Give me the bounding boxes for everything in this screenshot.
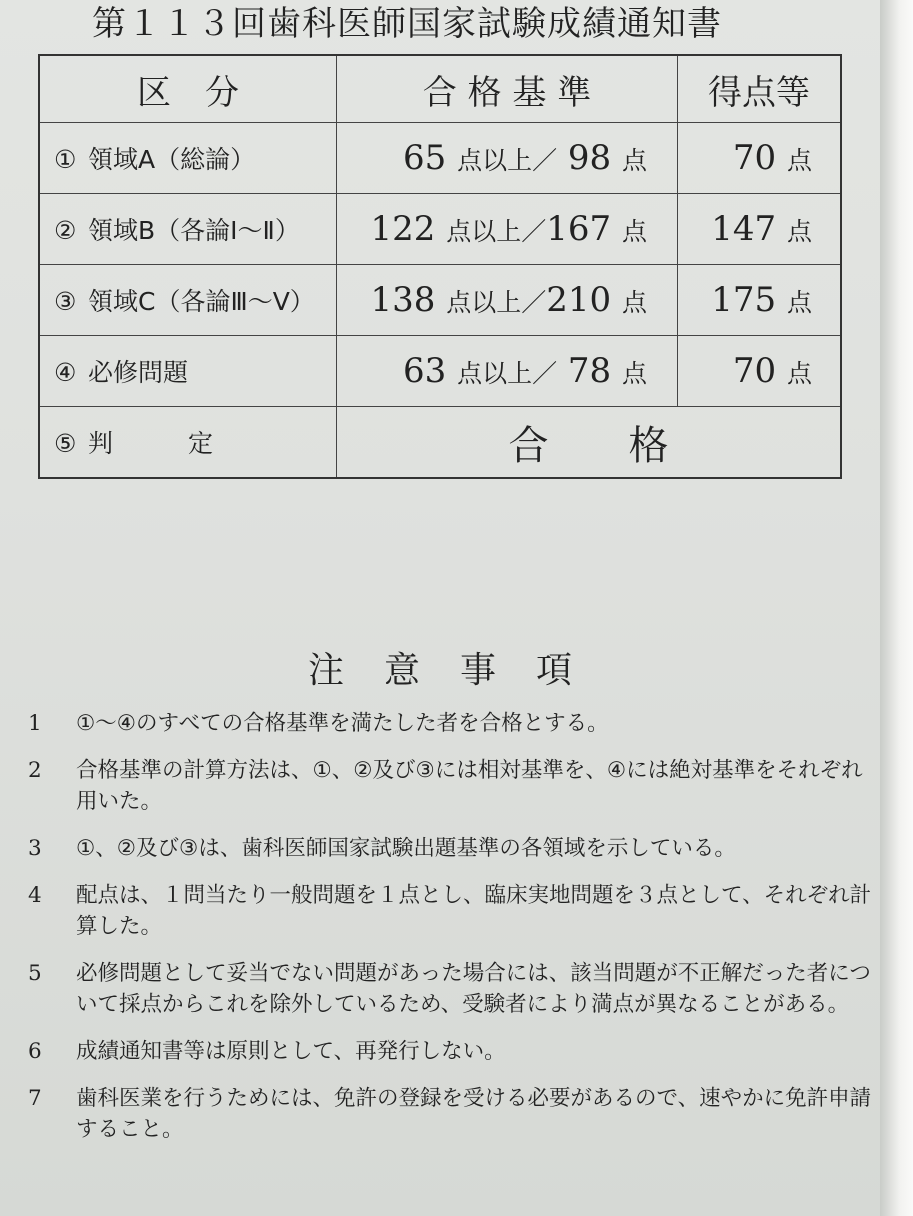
- row-label: ③ 領域C（各論Ⅲ〜Ⅴ）: [39, 265, 337, 336]
- table-row: [39, 194, 841, 265]
- judgement-result: 合格: [337, 407, 842, 479]
- document-title: 第１１３回歯科医師国家試験成績通知書: [92, 4, 722, 44]
- table-header-row: [39, 55, 841, 123]
- row-criterion: 65 点以上／ 98 点: [337, 123, 678, 194]
- row-criterion: 63 点以上／ 78 点: [337, 336, 678, 407]
- list-item: 6 成績通知書等は原則として、再発行しない。: [28, 1039, 506, 1064]
- notes-heading: 注意事項: [307, 650, 612, 691]
- list-item: 3 ①、②及び③は、歯科医師国家試験出題基準の各領域を示している。: [28, 836, 736, 861]
- row-score: 147 点: [678, 194, 842, 265]
- header-score: 得点等: [678, 55, 842, 123]
- row-label: ① 領域A（総論）: [39, 123, 337, 194]
- judgement-label: ⑤ 判 定: [39, 407, 337, 479]
- row-score: 70 点: [678, 123, 842, 194]
- row-score: 70 点: [678, 336, 842, 407]
- table-row: [39, 123, 841, 194]
- table-row: [39, 265, 841, 336]
- notes-list: [28, 708, 878, 1161]
- paper-edge: [880, 0, 913, 1216]
- header-passing-criterion: 合 格 基 準: [337, 55, 678, 123]
- judgement-row: [39, 407, 841, 479]
- row-label: ④ 必修問題: [39, 336, 337, 407]
- row-score: 175 点: [678, 265, 842, 336]
- list-item: 1 ①〜④のすべての合格基準を満たした者を合格とする。: [28, 711, 609, 736]
- list-item: 5 必修問題として妥当でない問題があった場合には、該当問題が不正解だった者について採点からこれを除外しているため、受験者により満点が異なることがある。: [28, 961, 871, 1017]
- list-item: 7 歯科医業を行うためには、免許の登録を受ける必要があるので、速やかに免許申請すること。: [28, 1086, 872, 1142]
- row-label: ② 領域B（各論Ⅰ〜Ⅱ）: [39, 194, 337, 265]
- row-criterion: 122 点以上／167 点: [337, 194, 678, 265]
- list-item: 2 合格基準の計算方法は、①、②及び③には相対基準を、④には絶対基準をそれぞれ用いた。: [28, 758, 863, 814]
- list-item: 4 配点は、１問当たり一般問題を１点とし、臨床実地問題を３点として、それぞれ計算した。: [28, 883, 872, 939]
- header-category: 区 分: [39, 55, 337, 123]
- table-row: [39, 336, 841, 407]
- score-table: [38, 54, 842, 479]
- row-criterion: 138 点以上／210 点: [337, 265, 678, 336]
